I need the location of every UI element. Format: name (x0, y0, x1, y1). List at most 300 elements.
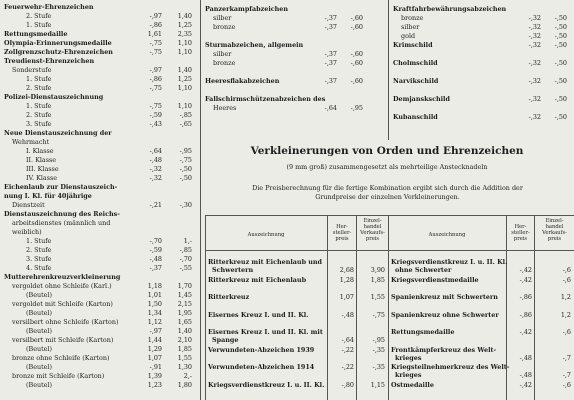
award-name: (Beutel) (26, 309, 52, 317)
price-row (4, 291, 196, 300)
maker-price: -,32 (149, 174, 162, 182)
table-row (391, 258, 574, 274)
maker-price: 1,23 (147, 381, 162, 389)
award-name: 2. Stufe (26, 246, 52, 254)
price-row (205, 32, 365, 41)
retail-price: -,50 (554, 23, 567, 31)
price-row (4, 282, 196, 291)
award-name: Kriegsverdienstkreuz I. u. II. Kl. (391, 258, 508, 266)
retail-price: -,50 (179, 165, 192, 173)
maker-price: -,48 (519, 353, 532, 362)
retail-price: -,6 (562, 275, 571, 284)
price-row (205, 14, 365, 23)
maker-price: -,37 (149, 264, 162, 272)
award-name: 2. Stufe (26, 84, 52, 92)
price-row (4, 30, 196, 39)
retail-price: 1,55 (370, 293, 385, 301)
price-row (205, 59, 365, 68)
retail-price: 1,80 (177, 381, 192, 389)
table-row (208, 328, 388, 344)
table-header-item: Auszeichnung (428, 232, 466, 238)
price-row (393, 68, 571, 77)
price-row (4, 183, 196, 192)
price-row (4, 327, 196, 336)
table-row (391, 328, 574, 344)
retail-price: -,60 (350, 50, 363, 58)
retail-price: 1,70 (177, 282, 192, 290)
award-name: Polizei-Dienstauszeichnung (4, 93, 104, 101)
retail-price: 1,25 (177, 75, 192, 83)
retail-price: -,50 (554, 14, 567, 22)
maker-price: -,64 (341, 336, 354, 344)
maker-price: -,75 (149, 84, 162, 92)
retail-price: 1,30 (177, 363, 192, 371)
award-name: Heeresflakabzeichen (205, 77, 280, 85)
price-row (4, 48, 196, 57)
retail-price: -,35 (372, 363, 385, 371)
maker-price: 1,12 (147, 318, 162, 326)
price-row (393, 14, 571, 23)
retail-price: -,60 (350, 77, 363, 85)
retail-price: -,6 (562, 380, 571, 389)
award-name: Sturmabzeichen, allgemein (205, 41, 304, 49)
award-name: (Beutel) (26, 363, 52, 371)
price-row (205, 50, 365, 59)
price-row (4, 174, 196, 183)
maker-price: -,97 (149, 12, 162, 20)
maker-price: -,42 (519, 275, 532, 284)
price-row (4, 300, 196, 309)
award-name: Eichenlaub zur Dienstauszeich- (4, 183, 118, 191)
maker-price: 1,34 (147, 309, 162, 317)
table-row (391, 381, 574, 397)
award-name: 4. Stufe (26, 264, 52, 272)
maker-price: -,32 (528, 23, 541, 31)
award-name: Eisernes Kreuz I. und II. Kl. mit (208, 328, 323, 336)
table-row (391, 293, 574, 309)
retail-price: -,75 (372, 310, 385, 319)
retail-price: -,35 (372, 345, 385, 354)
award-name: Dienstauszeichnung des Reichs- (4, 210, 120, 218)
retail-price: -,60 (350, 59, 363, 67)
maker-price: -,59 (149, 111, 162, 119)
retail-price: -,6 (562, 328, 571, 336)
retail-price: 1,65 (177, 318, 192, 326)
retail-price: -,85 (179, 111, 192, 119)
table-row (391, 276, 574, 292)
price-row (4, 66, 196, 75)
award-name: nung I. Kl. für 40jährige (4, 192, 92, 200)
maker-price: -,48 (149, 156, 162, 164)
retail-price: -,85 (179, 246, 192, 254)
award-name-cont: krieges (395, 353, 422, 362)
table-header-border (205, 250, 574, 251)
price-row (4, 201, 196, 210)
price-row (4, 219, 196, 228)
retail-price: 1,85 (370, 275, 385, 284)
award-name-cont: Spange (212, 336, 239, 344)
retail-price: 1,2 (560, 310, 571, 319)
award-name: Dienstzeit (12, 201, 45, 209)
award-name: vergoldet ohne Schleife (Karl.) (12, 282, 112, 290)
award-name: bronze (213, 23, 236, 31)
award-name: silber (213, 14, 232, 22)
award-name: (Beutel) (26, 381, 52, 389)
award-name: Ritterkreuz (208, 293, 250, 301)
award-name: Kubanschild (393, 113, 438, 121)
award-name-cont: Schwertern (212, 266, 254, 274)
award-name: 1. Stufe (26, 21, 52, 29)
maker-price: -,91 (149, 363, 162, 371)
maker-price: -,42 (519, 266, 532, 274)
retail-price: 1,40 (177, 327, 192, 335)
retail-price: -,7 (562, 353, 571, 362)
table-row (208, 276, 388, 292)
price-row (4, 210, 196, 219)
award-name: Frontkämpferkreuz des Welt- (391, 345, 497, 354)
award-name: Spanienkreuz mit Schwertern (391, 293, 498, 301)
maker-price: -,59 (149, 246, 162, 254)
award-name: (Beutel) (26, 345, 52, 353)
maker-price: -,86 (519, 310, 532, 319)
price-row (4, 165, 196, 174)
maker-price: 1,44 (147, 336, 162, 344)
price-row (4, 318, 196, 327)
retail-price: 2,10 (177, 336, 192, 344)
maker-price: -,75 (149, 39, 162, 47)
table-row (208, 311, 388, 327)
table-header-maker-price: Her- steller- preis (332, 224, 352, 242)
price-row (205, 5, 365, 14)
retail-price: -,55 (179, 264, 192, 272)
award-name: III. Klasse (26, 165, 59, 173)
maker-price: -,64 (149, 147, 162, 155)
maker-price: -,48 (341, 310, 354, 319)
award-name: Zollgrenzschutz-Ehrenzeichen (4, 48, 113, 56)
table-divider (388, 215, 389, 400)
award-name: (Beutel) (26, 291, 52, 299)
price-row (4, 345, 196, 354)
price-row (4, 381, 196, 390)
maker-price: -,70 (149, 237, 162, 245)
award-name: Wehrmacht (12, 138, 50, 146)
award-name: Olympia-Erinnerungsmedaille (4, 39, 112, 47)
award-name: II. Klasse (26, 156, 57, 164)
price-row (4, 147, 196, 156)
price-row (4, 363, 196, 372)
award-name: I. Klasse (26, 147, 54, 155)
price-row (393, 59, 571, 68)
price-row (205, 68, 365, 77)
award-name: Neue Dienstauszeichnung der (4, 129, 112, 137)
maker-price: -,37 (324, 50, 337, 58)
table-row (208, 363, 388, 379)
award-name: weiblich) (12, 228, 42, 236)
price-row (393, 77, 571, 86)
price-row (205, 41, 365, 50)
maker-price: -,48 (149, 255, 162, 263)
retail-price: -,50 (554, 59, 567, 67)
table-row (208, 258, 388, 274)
price-row (4, 93, 196, 102)
retail-price: -,95 (350, 104, 363, 112)
price-row (205, 95, 365, 104)
retail-price: 1,- (183, 237, 192, 245)
retail-price: 2,- (183, 372, 192, 380)
retail-price: -,50 (554, 113, 567, 121)
maker-price: 1,07 (147, 354, 162, 362)
maker-price: 1,50 (147, 300, 162, 308)
retail-price: -,7 (562, 371, 571, 379)
maker-price: -,32 (528, 113, 541, 121)
price-row (4, 102, 196, 111)
award-name: Kriegsverdienstmedaille (391, 275, 479, 284)
retail-price: 1,40 (177, 12, 192, 20)
award-name: 1. Stufe (26, 75, 52, 83)
price-row (4, 21, 196, 30)
award-name: Ritterkreuz mit Eichenlaub (208, 275, 307, 284)
table-header-item: Auszeichnung (247, 232, 285, 238)
maker-price: -,32 (528, 41, 541, 49)
retail-price: -,30 (179, 201, 192, 209)
award-name: Verwundeten-Abzeichen 1914 (208, 363, 315, 371)
award-name: silber (213, 50, 232, 58)
maker-price: -,86 (149, 75, 162, 83)
retail-price: -,95 (179, 147, 192, 155)
retail-price: 1,85 (177, 345, 192, 353)
table-header-retail-price: Einzel- handel Verkaufs- preis (542, 218, 567, 242)
maker-price: -,75 (149, 102, 162, 110)
award-name: bronze mit Schleife (Karton) (12, 372, 105, 380)
retail-price: 1,40 (177, 66, 192, 74)
maker-price: 1,01 (147, 291, 162, 299)
award-name: Ritterkreuz mit Eichenlaub und (208, 258, 323, 266)
award-name: vergoldet mit Schleife (Karton) (12, 300, 113, 308)
price-row (4, 336, 196, 345)
price-row (4, 57, 196, 66)
maker-price: 1,29 (147, 345, 162, 353)
section-note-line: Grundpreise der einzelnen Verkleinerungen. (315, 193, 460, 201)
maker-price: -,37 (324, 59, 337, 67)
price-column-right (393, 5, 571, 122)
maker-price: -,21 (149, 201, 162, 209)
maker-price: 1,39 (147, 372, 162, 380)
award-name: gold (401, 32, 416, 40)
price-row (4, 228, 196, 237)
price-column-middle (205, 5, 365, 113)
retail-price: -,50 (554, 77, 567, 85)
price-row (393, 23, 571, 32)
maker-price: -,75 (149, 48, 162, 56)
maker-price: -,42 (519, 380, 532, 389)
price-row (393, 86, 571, 95)
award-name: Rettungsmedaille (391, 328, 455, 336)
price-row (4, 120, 196, 129)
section-title: Verkleinerungen von Orden und Ehrenzeichen (250, 145, 524, 157)
table-row (208, 381, 388, 397)
price-row (4, 129, 196, 138)
award-name-cont: krieges (395, 371, 422, 379)
award-name: 2. Stufe (26, 12, 52, 20)
retail-price: -,60 (350, 23, 363, 31)
maker-price: -,22 (341, 363, 354, 371)
award-name: bronze (213, 59, 236, 67)
award-name: arbeitsdienstes (männlich und (12, 219, 111, 227)
retail-price: -,50 (554, 41, 567, 49)
maker-price: -,32 (528, 59, 541, 67)
award-name: bronze ohne Schleife (Karton) (12, 354, 110, 362)
award-name: Kriegsverdienstkreuz I. u. II. Kl. (208, 380, 325, 389)
retail-price: 1,10 (177, 102, 192, 110)
maker-price: -,22 (341, 345, 354, 354)
award-name: silber (401, 23, 420, 31)
price-row (4, 372, 196, 381)
award-name: Krimschild (393, 41, 433, 49)
maker-price: 1,07 (339, 293, 354, 301)
award-name: Fallschirmschützenabzeichen des (205, 95, 326, 103)
award-name: Demjanskschild (393, 95, 450, 103)
award-name: IV. Klasse (26, 174, 58, 182)
retail-price: 1,45 (177, 291, 192, 299)
price-row (393, 41, 571, 50)
price-row (393, 32, 571, 41)
price-row (393, 95, 571, 104)
award-name: Narvikschild (393, 77, 439, 85)
retail-price: -,6 (562, 266, 571, 274)
price-row (4, 75, 196, 84)
price-row (205, 86, 365, 95)
price-row (4, 309, 196, 318)
price-row (4, 237, 196, 246)
retail-price: -,65 (179, 120, 192, 128)
price-column-left (4, 3, 196, 390)
section-subtitle: (9 mm groß) zusammengesetzt als mehrteilige Anstecknadeln (286, 163, 488, 171)
table-header-maker-price: Her- steller- preis (511, 224, 530, 242)
maker-price: -,43 (149, 120, 162, 128)
retail-price: 1,10 (177, 39, 192, 47)
price-row (4, 156, 196, 165)
maker-price: -,32 (149, 165, 162, 173)
price-row (4, 12, 196, 21)
retail-price: -,50 (554, 32, 567, 40)
retail-price: -,95 (372, 336, 385, 344)
table-header-retail-price: Einzel- handel Verkaufs- preis (360, 218, 385, 242)
award-name: versilbert ohne Schleife (Karton) (12, 318, 119, 326)
retail-price: 1,10 (177, 48, 192, 56)
price-row (205, 23, 365, 32)
price-row (4, 3, 196, 12)
maker-price: -,80 (341, 380, 354, 389)
retail-price: 2,35 (177, 30, 192, 38)
table-divider (205, 215, 206, 400)
table-top-border (205, 215, 574, 216)
column-divider (388, 0, 389, 140)
award-name: Kraftfahrbewährungsabzeichen (393, 5, 507, 13)
maker-price: -,32 (528, 32, 541, 40)
price-row (393, 104, 571, 113)
price-row (4, 354, 196, 363)
price-row (4, 273, 196, 282)
retail-price: -,50 (179, 174, 192, 182)
price-row (4, 255, 196, 264)
retail-price: -,60 (350, 14, 363, 22)
price-row (4, 39, 196, 48)
award-name-cont: ohne Schwerter (395, 266, 452, 274)
award-name: Rettungsmedaille (4, 30, 68, 38)
award-name: Spanienkreuz ohne Schwerter (391, 310, 499, 319)
table-row (391, 363, 574, 379)
award-name: bronze (401, 14, 424, 22)
maker-price: -,32 (528, 77, 541, 85)
table-row (208, 346, 388, 362)
maker-price: 1,18 (147, 282, 162, 290)
retail-price: 1,15 (370, 380, 385, 389)
award-name: Mutterehrenkreuzverkleinerung (4, 273, 121, 281)
retail-price: 1,10 (177, 84, 192, 92)
maker-price: -,42 (519, 328, 532, 336)
price-row (4, 111, 196, 120)
price-row (4, 264, 196, 273)
retail-price: -,50 (554, 95, 567, 103)
maker-price: 1,61 (147, 30, 162, 38)
price-row (393, 5, 571, 14)
maker-price: 1,28 (339, 275, 354, 284)
table-row (391, 311, 574, 327)
award-name: 1. Stufe (26, 237, 52, 245)
award-name: Feuerwehr-Ehrenzeichen (4, 3, 94, 11)
retail-price: 1,55 (177, 354, 192, 362)
section-note-line: Die Preisberechnung für die fertige Kombination ergibt sich durch die Addition der (252, 184, 523, 192)
retail-price: -,75 (179, 156, 192, 164)
maker-price: 2,68 (339, 266, 354, 274)
award-name: (Beutel) (26, 327, 52, 335)
award-name: versilbert mit Schleife (Karton) (12, 336, 114, 344)
price-row (4, 138, 196, 147)
price-row (205, 77, 365, 86)
award-name: Kriegsteilnehmerkreuz des Welt- (391, 363, 510, 371)
maker-price: -,86 (149, 21, 162, 29)
retail-price: 3,90 (370, 266, 385, 274)
award-name: Verwundeten-Abzeichen 1939 (208, 345, 315, 354)
maker-price: -,48 (519, 371, 532, 379)
maker-price: -,32 (528, 14, 541, 22)
award-name: Eisernes Kreuz I. und II. Kl. (208, 310, 309, 319)
price-row (4, 84, 196, 93)
price-row (205, 104, 365, 113)
award-name: Treudienst-Ehrenzeichen (4, 57, 95, 65)
award-name: Ostmedaille (391, 380, 434, 389)
retail-price: 1,25 (177, 21, 192, 29)
award-name: 2. Stufe (26, 111, 52, 119)
award-name: Cholmschild (393, 59, 438, 67)
maker-price: -,32 (528, 95, 541, 103)
award-name: Heeres (213, 104, 237, 112)
maker-price: -,97 (149, 327, 162, 335)
award-name: 1. Stufe (26, 102, 52, 110)
maker-price: -,37 (324, 23, 337, 31)
price-row (393, 113, 571, 122)
award-name: 3. Stufe (26, 255, 52, 263)
price-row (4, 246, 196, 255)
price-row (393, 50, 571, 59)
award-name: 3. Stufe (26, 120, 52, 128)
table-row (208, 293, 388, 309)
table-row (391, 346, 574, 362)
maker-price: -,86 (519, 293, 532, 301)
retail-price: 1,95 (177, 309, 192, 317)
section-note (210, 184, 565, 202)
award-name: Panzerkampfabzeichen (205, 5, 289, 13)
